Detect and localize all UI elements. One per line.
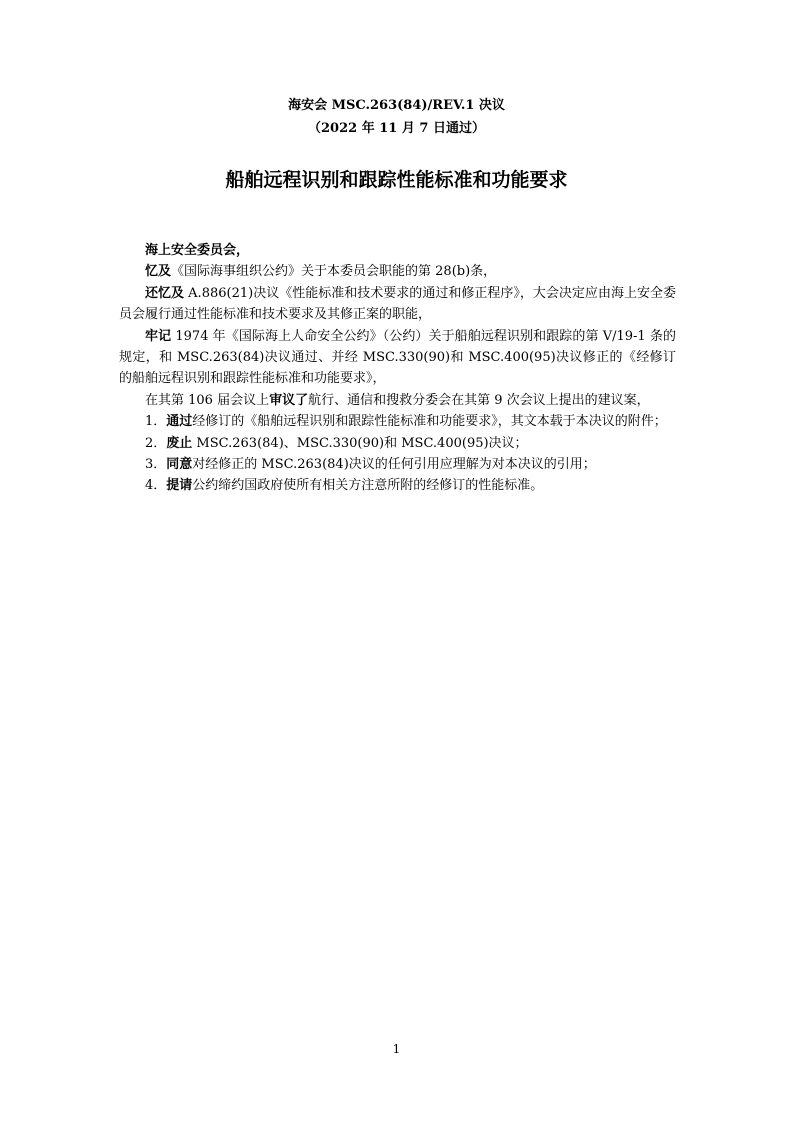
keyword: 通过 bbox=[166, 414, 193, 430]
preamble-paragraph-3 bbox=[119, 326, 676, 390]
clause-3 bbox=[119, 454, 676, 475]
clause-number: 3． bbox=[145, 457, 167, 473]
keyword: 同意 bbox=[166, 457, 193, 473]
paragraph-text: 航行、通信和搜救分委会在其第 9 次会议上提出的建议案， bbox=[308, 392, 650, 408]
keyword: 牢记 bbox=[145, 328, 172, 344]
committee-name: 海上安全委员会， bbox=[145, 243, 250, 258]
paragraph-text: 在其第 106 届会议上 bbox=[145, 392, 270, 408]
clause-4 bbox=[119, 475, 676, 496]
clause-text: MSC.263(84)、MSC.330(90)和 MSC.400(95)决议； bbox=[192, 435, 528, 451]
preamble-paragraph-4 bbox=[119, 390, 676, 411]
paragraph-text: 1974 年《国际海上人命安全公约》（公约）关于船舶远程识别和跟踪的第 V/19-1 条的规定，和 MSC.263(84)决议通过、并经 MSC.330(90)和 MSC.400(95)决议修正的《经修订的船舶远程识别和跟踪性能标准和功能要求》， bbox=[119, 328, 676, 387]
committee-line bbox=[119, 240, 676, 261]
clause-1 bbox=[119, 411, 676, 432]
preamble-paragraph-1 bbox=[119, 261, 676, 282]
clause-text: 公约缔约国政府使所有相关方注意所附的经修订的性能标准。 bbox=[192, 478, 544, 494]
paragraph-text: A.886(21)决议《性能标准和技术要求的通过和修正程序》，大会决定应由海上安全委员会履行通过性能标准和技术要求及其修正案的职能， bbox=[119, 285, 676, 323]
document-title: 船舶远程识别和跟踪性能标准和功能要求 bbox=[225, 169, 568, 191]
resolution-number: 海安会 MSC.263(84)/REV.1 决议 bbox=[288, 98, 505, 113]
page-number: 1 bbox=[392, 1042, 401, 1056]
keyword: 审议了 bbox=[269, 392, 309, 408]
document-body bbox=[119, 240, 676, 497]
clause-number: 1． bbox=[145, 414, 167, 430]
keyword: 提请 bbox=[166, 478, 193, 494]
keyword: 还忆及 bbox=[145, 285, 185, 301]
clause-text: 对经修正的 MSC.263(84)决议的任何引用应理解为对本决议的引用； bbox=[192, 457, 596, 473]
keyword: 废止 bbox=[166, 435, 193, 451]
clause-number: 4． bbox=[145, 478, 167, 494]
paragraph-text: 《国际海事组织公约》关于本委员会职能的第 28(b)条， bbox=[171, 264, 497, 280]
clause-2 bbox=[119, 433, 676, 454]
adoption-date: （2022 年 11 月 7 日通过） bbox=[308, 121, 485, 136]
preamble-paragraph-2 bbox=[119, 283, 676, 326]
clause-text: 经修订的《船舶远程识别和跟踪性能标准和功能要求》，其文本载于本决议的附件； bbox=[192, 414, 667, 430]
keyword: 忆及 bbox=[145, 264, 172, 280]
clause-number: 2． bbox=[145, 435, 167, 451]
